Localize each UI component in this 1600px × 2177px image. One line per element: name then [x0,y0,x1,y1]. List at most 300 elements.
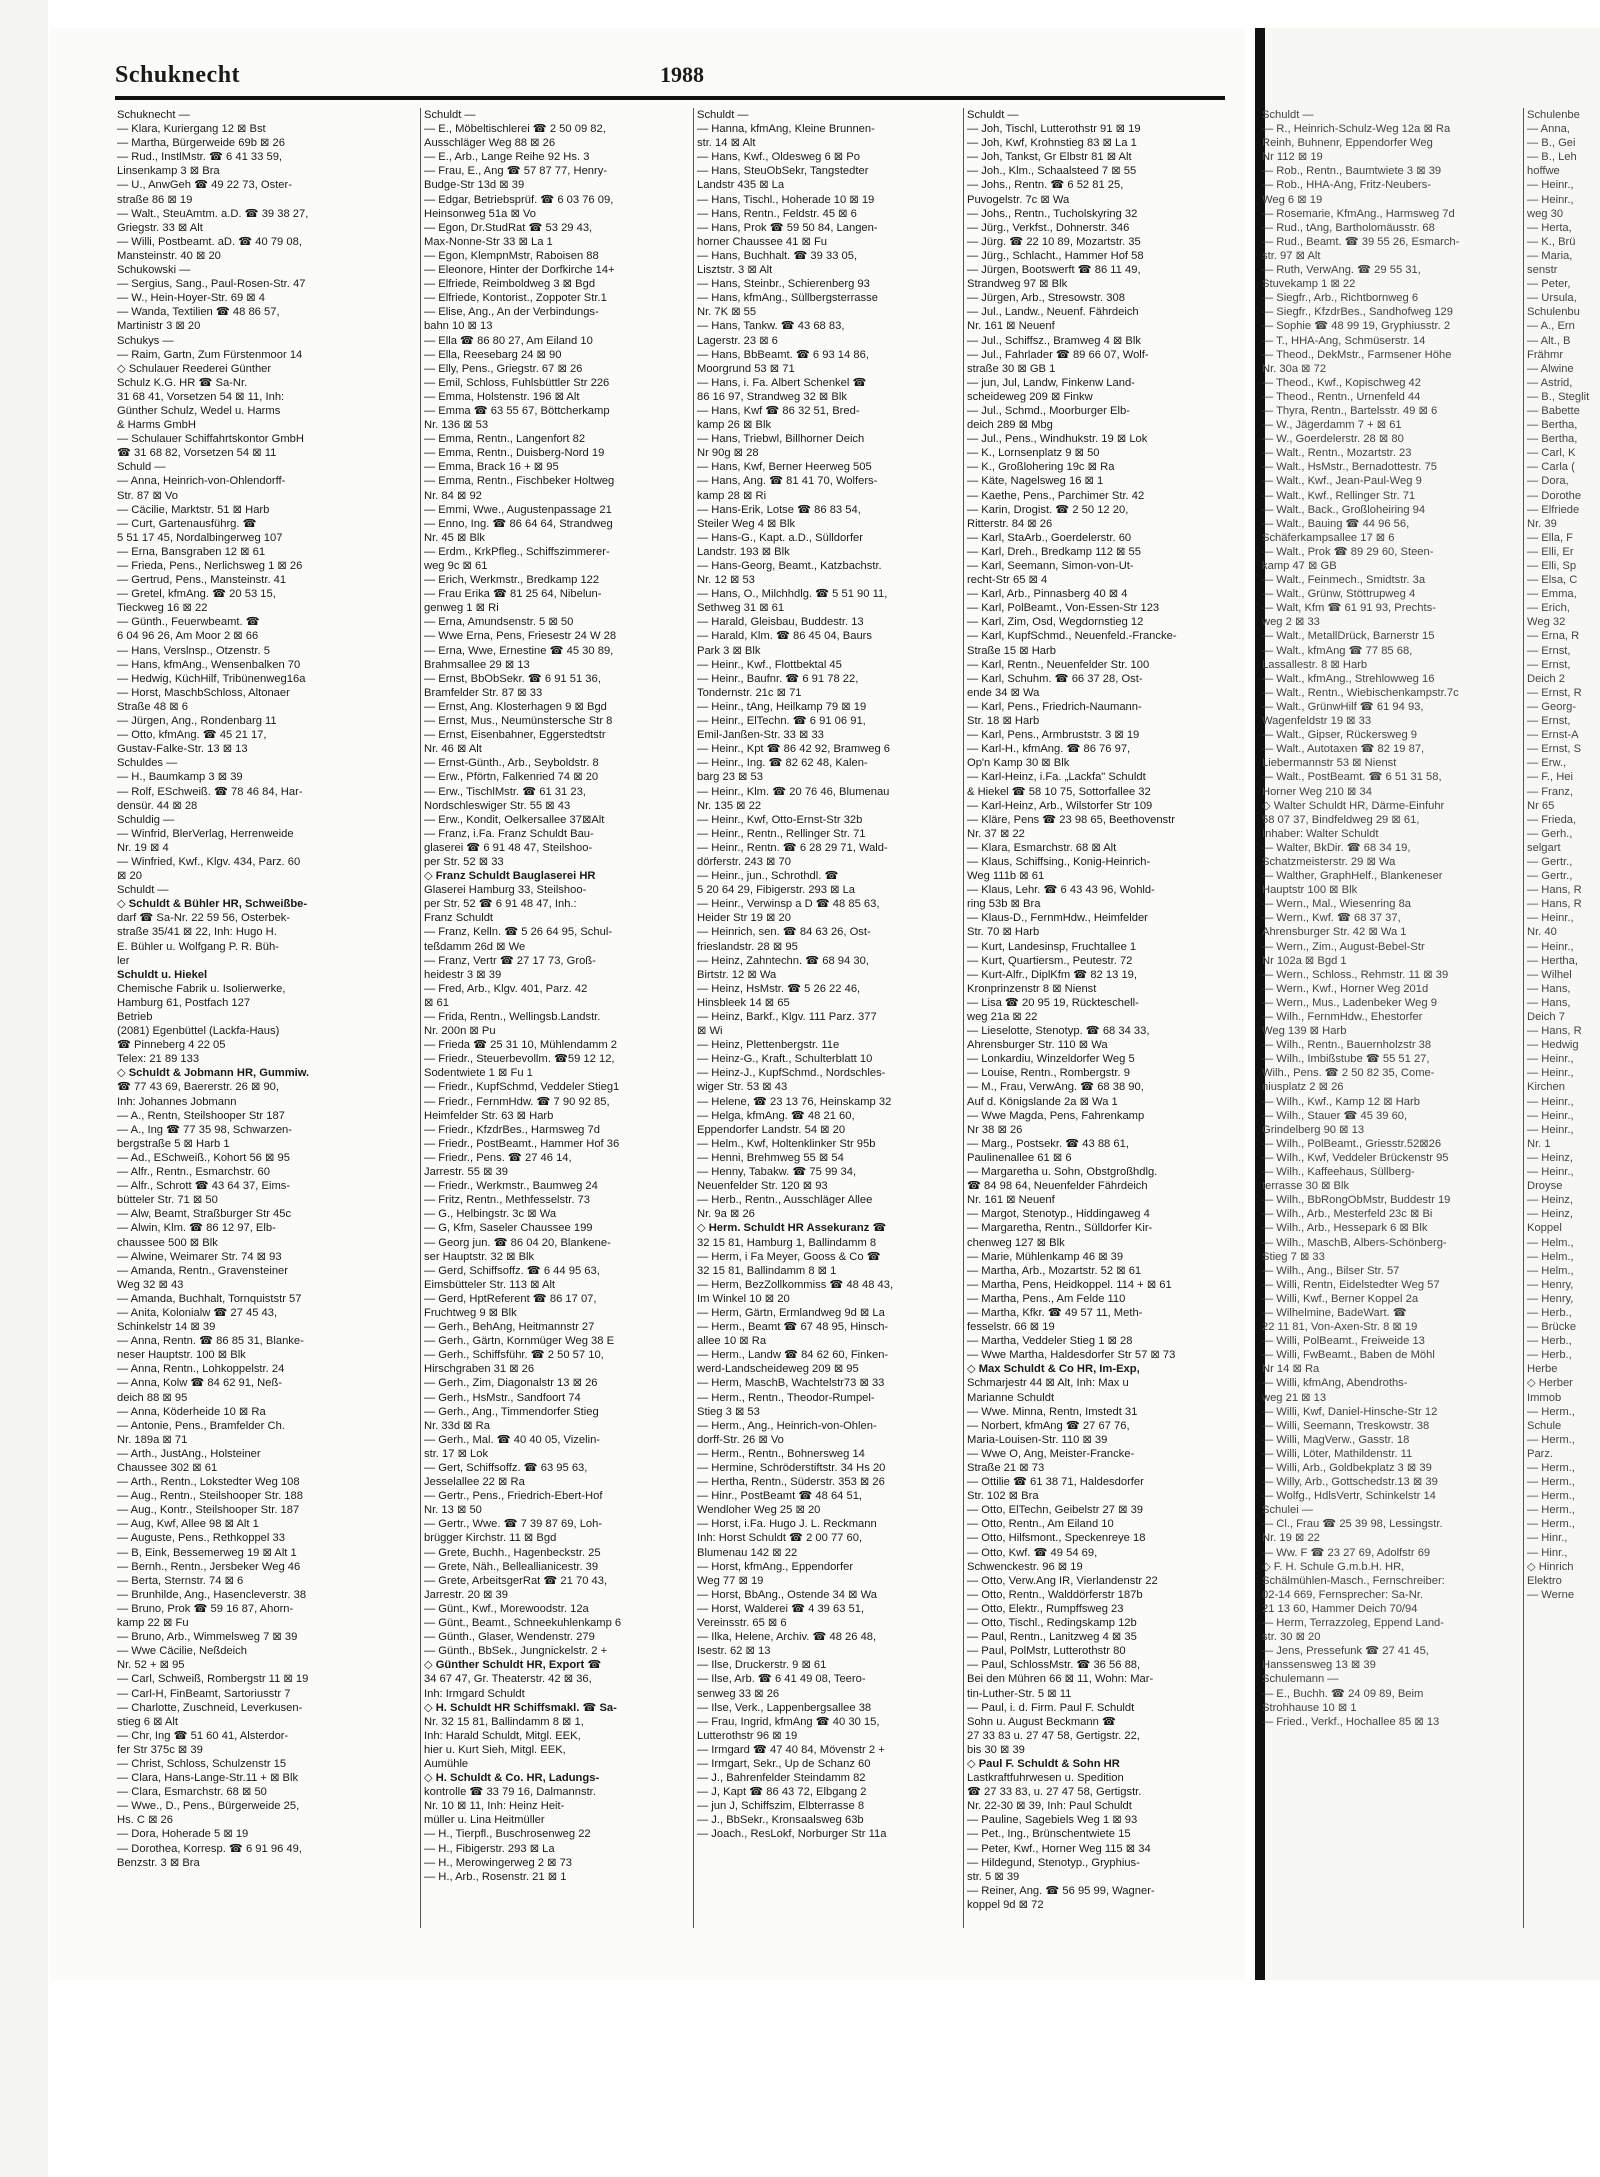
directory-entry-line: — Walt., Grünw, Stöttrupweg 4 [1262,588,1416,601]
directory-entry-line: — Anna, [1527,123,1570,136]
directory-entry-line: — Hans-Erik, Lotse ☎ 86 83 54, [697,503,861,516]
directory-entry-line: — Walt., Kwf., Rellinger Str. 71 [1262,489,1416,502]
directory-entry-line: teßdamm 26d ⊠ We [424,940,526,953]
directory-entry-line: Jarrestr. 55 ⊠ 39 [424,1166,508,1179]
directory-entry-line: Nr. 200n ⊠ Pu [424,1025,496,1038]
directory-entry-line: — Antonie, Pens., Bramfelder Ch. [117,1419,285,1432]
directory-entry-line: — Heinr., Rentn. ☎ 6 28 29 71, Wald- [697,841,888,854]
directory-entry-line: — Martha, Bürgerweide 69b ⊠ 26 [117,137,285,150]
directory-entry-line: — Hans, Ang. ☎ 81 41 70, Wolfers- [697,475,878,488]
directory-entry-line: — Harald, Klm. ☎ 86 45 04, Baurs [697,630,872,643]
directory-entry-line: — Helene, ☎ 23 13 76, Heinskamp 32 [697,1095,892,1108]
directory-entry-line: — T., HHA-Ang, Schmüserstr. 14 [1262,334,1426,347]
directory-entry-line: — Emma, Rentn., Fischbeker Holtweg [424,475,615,488]
directory-entry-line: — Carl, K [1527,447,1576,460]
directory-entry-line: — Ernst, BbObSekr. ☎ 6 91 51 36, [424,672,601,685]
directory-entry-line: — Heinr., [1527,1166,1574,1179]
directory-entry-line: Neuenfelder Str. 120 ⊠ 93 [697,1180,828,1193]
directory-entry-line: — Dorothea, Korresp. ☎ 6 91 96 49, [117,1842,302,1855]
directory-entry-line: ◇ Herber [1527,1377,1573,1390]
directory-entry-line: — Martha, Kfkr. ☎ 49 57 11, Meth- [967,1306,1143,1319]
directory-entry-line: Horner Weg 210 ⊠ 34 [1262,785,1372,798]
directory-entry-line: Moorgrund 53 ⊠ 71 [697,362,795,375]
directory-entry-line: — Emma ☎ 63 55 67, Böttcherkamp [424,404,610,417]
directory-entry-line: — Wilh., Kwf, Veddeler Brückenstr 95 [1262,1151,1449,1164]
directory-entry-line: — Herm, i Fa Meyer, Gooss & Co ☎ [697,1250,881,1263]
directory-entry-line: wiger Str. 53 ⊠ 43 [697,1081,788,1094]
directory-entry-line: — Hans, SteuObSekr, Tangstedter [697,165,869,178]
directory-entry-line: — Wwe Magda, Pens, Fahrenkamp [967,1109,1145,1122]
facing-column-2 [1527,108,1600,1938]
directory-entry-line: straße 35/41 ⊠ 22, Inh: Hugo H. [117,926,277,939]
directory-entry-line: densür. 44 ⊠ 28 [117,799,198,812]
directory-entry-line: — Grete, Näh., Belleallianicestr. 39 [424,1560,599,1573]
directory-entry-line: — Hermine, Schröderstiftstr. 34 Hs 20 [697,1462,886,1474]
directory-entry-line: — W., Jägerdamm 7 + ⊠ 61 [1262,419,1402,432]
directory-entry-line: — Kurt, Quartiersm., Peutestr. 72 [967,954,1133,967]
directory-entry-line: weg 21a ⊠ 22 [967,1011,1038,1023]
directory-entry-line: Schinkelstr 14 ⊠ 39 [117,1321,216,1334]
directory-entry-line: — Herm, BezZollkommiss ☎ 48 48 43, [697,1278,894,1291]
directory-entry-line: — Heinr., jun., Schrothdl. ☎ [697,870,839,883]
directory-entry-line: Inh: Harald Schuldt, Mitgl. EEK, [424,1729,581,1742]
directory-entry-line: — Willi, Kwf., Berner Koppel 2a [1262,1292,1419,1305]
directory-entry-line: Schuldt — [424,109,476,121]
directory-entry-line: — Lonkardiu, Winzeldorfer Weg 5 [967,1053,1135,1066]
directory-entry-line: — Carl, Schweiß, Rombergstr 11 ⊠ 19 [117,1673,309,1686]
directory-entry-line: — Bertha, [1527,419,1578,432]
directory-entry-line: Schukys — [117,334,174,347]
directory-entry-line: — jun, Jul, Landw, Finkenw Land- [967,376,1135,389]
directory-entry-line: — jun J, Schiffszim, Elbterrasse 8 [697,1800,865,1813]
directory-entry-line: 34 67 47, Gr. Theaterstr. 42 ⊠ 36, [424,1673,592,1686]
directory-entry-line: — Hans, Kwf, Berner Heerweg 505 [697,461,872,474]
directory-entry-line: Wagenfeldstr 19 ⊠ 33 [1262,715,1372,728]
directory-entry-line: — A., Rentn, Steilshooper Str 187 [117,1109,285,1122]
directory-entry-line: Schälmühlen-Masch., Fernschreiber: [1262,1574,1445,1587]
directory-entry-line: — Heinr., [1527,1109,1574,1122]
directory-entry-line: Nr 102a ⊠ Bgd 1 [1262,954,1347,967]
directory-entry-line: — Gertr., [1527,870,1573,883]
directory-entry-line: — Walther, GraphHelf., Blankeneser [1262,870,1443,883]
directory-entry-line: — Jul., Landw., Neuenf. Fährdeich [967,306,1139,319]
directory-entry-line: koppel 9d ⊠ 72 [967,1898,1044,1911]
directory-entry-line: chenweg 127 ⊠ Blk [967,1236,1065,1249]
directory-entry-line: Inhaber: Walter Schuldt [1262,827,1379,840]
directory-entry-line: — J., BbSekr., Kronsaalsweg 63b [697,1814,864,1827]
directory-entry-line: — Ernst, Mus., Neumünstersche Str 8 [424,715,613,728]
directory-entry-line: Lassallestr. 8 ⊠ Harb [1262,658,1368,671]
directory-entry-line: — Emma, Rentn., Duisberg-Nord 19 [424,447,605,460]
directory-column-2 [424,108,684,1938]
directory-entry-line: — Peter, [1527,278,1571,291]
column-divider [963,108,964,1928]
directory-entry-line: — Hans, R [1527,1025,1582,1038]
directory-entry-line: — E., Möbeltischlerei ☎ 2 50 09 82, [424,123,606,136]
directory-entry-line: — Karl, KupfSchmd., Neuenfeld.-Francke- [967,630,1177,643]
directory-entry-line: — Gerh., Schiffsführ. ☎ 2 50 57 10, [424,1349,604,1362]
directory-entry-line: Tieckweg 16 ⊠ 22 [117,602,208,615]
directory-entry-line: — Wilh., Kwf., Kamp 12 ⊠ Harb [1262,1095,1420,1108]
directory-entry-line: — Johs., Rentn., Tucholskyring 32 [967,207,1138,220]
directory-entry-line: — Heinr., Baufnr. ☎ 6 91 78 22, [697,672,859,685]
directory-entry-line: — Alfr., Rentn., Esmarchstr. 60 [117,1166,270,1179]
directory-entry-line: straße 86 ⊠ 19 [117,193,193,206]
directory-entry-line: — Paul, SchlossMstr. ☎ 36 56 88, [967,1659,1141,1672]
directory-entry-line: — Horst, Walderei ☎ 4 39 63 51, [697,1602,865,1615]
directory-entry-line: — Wwe., D., Pens., Bürgerweide 25, [117,1800,300,1813]
directory-entry-line: Schatzmeisterstr. 29 ⊠ Wa [1262,855,1396,868]
directory-entry-line: — Joh, Tischl, Lutterothstr 91 ⊠ 19 [967,123,1141,136]
directory-entry-line: — Rosemarie, KfmAng., Harmsweg 7d [1262,207,1455,220]
directory-entry-line: 86 16 97, Strandweg 32 ⊠ Blk [697,390,847,403]
directory-entry-line: ◇ Max Schuldt & Co HR, Im-Exp, [967,1363,1140,1376]
directory-entry-line: — Heinr., [1527,912,1574,925]
directory-entry-line: — Wwe. Minna, Rentn, Imstedt 31 [967,1405,1138,1418]
directory-entry-line: hier u. Kurt Sieh, Mitgl. EEK, [424,1743,566,1756]
directory-entry-line: — Thyra, Rentn., Bartelsstr. 49 ⊠ 6 [1262,404,1438,417]
directory-entry-line: Liebermannstr 53 ⊠ Nienst [1262,757,1397,770]
directory-entry-line: — Hedwig, KüchHilf, Tribünenweg16a [117,672,306,685]
directory-entry-line: ring 53b ⊠ Bra [967,898,1041,911]
directory-entry-line: — Walt., PostBeamt. ☎ 6 51 31 58, [1262,771,1442,784]
directory-entry-line: — Anna, Heinrich-von-Ohlendorff- [117,475,286,488]
directory-entry-line: barg 23 ⊠ 53 [697,771,763,784]
directory-entry-line: Lagerstr. 23 ⊠ 6 [697,334,778,347]
directory-entry-line: deich 88 ⊠ 95 [117,1391,188,1404]
directory-entry-line: — Karl, Rentn., Neuenfelder Str. 100 [967,658,1150,671]
directory-entry-line: Deich 2 [1527,672,1565,685]
directory-entry-line: — Heinr., Verwinsp a D ☎ 48 85 63, [697,898,880,911]
directory-entry-line: Nr. 19 ⊠ 4 [117,841,169,854]
directory-entry-line: — Horst, i.Fa. Hugo J. L. Reckmann [697,1518,877,1531]
directory-entry-line: Nr. 10 ⊠ 11, Inh: Heinz Heit- [424,1800,565,1813]
directory-entry-line: — Norbert, kfmAng ☎ 27 67 76, [967,1419,1130,1432]
directory-entry-line: — Rob., Rentn., Baumtwiete 3 ⊠ 39 [1262,165,1442,178]
directory-entry-line: terrasse 30 ⊠ Blk [1262,1180,1350,1193]
directory-entry-line: — Hans, BbBeamt. ☎ 6 93 14 86, [697,348,869,361]
directory-entry-line: — Herm., Landw ☎ 84 62 60, Finken- [697,1349,889,1362]
directory-entry-line: weg 30 [1527,207,1564,220]
directory-entry-line: — Heinrich, sen. ☎ 84 63 26, Ost- [697,926,871,939]
directory-entry-line: — Karl, Pens., Friedrich-Naumann- [967,700,1142,713]
directory-entry-line: Martinistr 3 ⊠ 20 [117,320,201,333]
directory-entry-line: — Jürg. ☎ 22 10 89, Mozartstr. 35 [967,235,1141,248]
directory-entry-line: — Heinz, [1527,1194,1574,1207]
directory-entry-line: — Wilh., FernmHdw., Ehestorfer [1262,1011,1423,1023]
directory-entry-line: — Friedr., KupfSchmd, Veddeler Stieg1 [424,1081,620,1094]
directory-entry-line: Stieg 7 ⊠ 33 [1262,1250,1325,1263]
directory-entry-line: — Brücke [1527,1321,1577,1334]
directory-entry-line: dörferstr. 243 ⊠ 70 [697,855,791,868]
directory-entry-line: — Walt, Kfm ☎ 61 91 93, Prechts- [1262,602,1436,615]
directory-entry-line: — Helm., [1527,1250,1574,1263]
directory-entry-line: — U., AnwGeh ☎ 49 22 73, Oster- [117,179,292,192]
directory-entry-line: Aumühle [424,1757,469,1770]
directory-entry-line: Frähmr [1527,348,1564,361]
directory-entry-line: — Erw., Pförtn, Falkenried 74 ⊠ 20 [424,771,599,784]
directory-entry-line: — Erdm., KrkPfleg., Schiffszimmerer- [424,545,610,558]
directory-entry-line: — Dora, Hoherade 5 ⊠ 19 [117,1828,249,1841]
directory-entry-line: Hinsbleek 14 ⊠ 65 [697,996,790,1009]
directory-entry-line: Schulei — [1262,1504,1313,1517]
directory-entry-line: — Paul, Rentn., Lanitzweg 4 ⊠ 35 [967,1631,1137,1644]
directory-entry-line: — Herm., [1527,1476,1575,1489]
directory-entry-line: — Lisa ☎ 20 95 19, Rückteschell- [967,996,1139,1009]
directory-entry-line: — Johs., Rentn. ☎ 6 52 81 25, [967,179,1124,192]
directory-entry-line: — Herm., Beamt ☎ 67 48 95, Hinsch- [697,1321,889,1334]
directory-entry-line: str. 5 ⊠ 39 [967,1870,1020,1883]
directory-entry-line: — Carl-H, FinBeamt, Sartoriusstr 7 [117,1687,291,1700]
directory-entry-line: 58 07 37, Bindfeldweg 29 ⊠ 61, [1262,813,1420,826]
directory-entry-line: — Hans, [1527,996,1571,1009]
directory-entry-line: — Bruno, Prok ☎ 59 16 87, Ahorn- [117,1602,294,1615]
directory-entry-line: darf ☎ Sa-Nr. 22 59 56, Osterbek- [117,912,291,925]
directory-entry-line: Ahrensburger Str. 110 ⊠ Wa [967,1039,1108,1052]
directory-entry-line: Schuld — [117,461,166,474]
directory-entry-line: Gustav-Falke-Str. 13 ⊠ 13 [117,743,248,756]
directory-entry-line: Park 3 ⊠ Blk [697,644,761,657]
directory-entry-line: Nr. 1 [1527,1137,1551,1150]
directory-entry-line: ◇ Hinrich [1527,1560,1574,1573]
directory-entry-line: — Martha, Pens, Heidkoppel. 114 + ⊠ 61 [967,1278,1172,1291]
directory-entry-line: — Wilhel [1527,968,1572,981]
column-divider [1523,108,1524,1928]
directory-entry-line: — Otto, Tischl., Redingskamp 12b [967,1617,1137,1630]
directory-entry-line: — Ruth, VerwAng. ☎ 29 55 31, [1262,264,1421,277]
directory-entry-line: — Hans, kfmAng., Süllbergsterrasse [697,292,878,305]
directory-entry-line: — Amanda, Buchhalt, Tornquiststr 57 [117,1292,302,1305]
directory-entry-line: — Karl, StaArb., Goerdelerstr. 60 [967,531,1132,544]
directory-entry-line: — Grete, ArbeitsgerRat ☎ 21 70 43, [424,1574,608,1587]
directory-entry-line: — Chr, Ing ☎ 51 60 41, Alsterdor- [117,1729,289,1742]
directory-entry-line: — Martha, Arb., Mozartstr. 52 ⊠ 61 [967,1264,1142,1277]
directory-entry-line: — Elly, Pens., Griegstr. 67 ⊠ 26 [424,362,583,375]
directory-entry-line: ☎ Pinneberg 4 22 05 [117,1039,226,1052]
directory-entry-line: — Günth., Glaser, Wendenstr. 279 [424,1631,595,1644]
directory-entry-line: — Franz, [1527,785,1574,798]
directory-entry-line: Hauptstr 100 ⊠ Blk [1262,884,1358,897]
directory-entry-line: str. 17 ⊠ Lok [424,1447,489,1460]
directory-entry-line: — Egon, Dr.StudRat ☎ 53 29 43, [424,221,593,234]
directory-entry-line: — Otto, Verw.Ang IR, Vierlandenstr 22 [967,1574,1158,1587]
directory-entry-line: — Kurt-Alfr., DiplKfm ☎ 82 13 19, [967,968,1137,981]
directory-entry-line: — H., Fibigerstr. 293 ⊠ La [424,1842,555,1855]
directory-entry-line: — A., Ern [1527,320,1575,333]
directory-entry-line: — Erna, Bansgraben 12 ⊠ 61 [117,545,266,558]
directory-entry-line: — Friedr., PostBeamt., Hammer Hof 36 [424,1137,620,1150]
directory-entry-line: — Walt., Kwf., Jean-Paul-Weg 9 [1262,475,1422,488]
directory-entry-line: glaserei ☎ 6 91 48 47, Steilshoo- [424,841,593,854]
directory-entry-line: brügger Kirchstr. 11 ⊠ Bgd [424,1532,557,1545]
directory-entry-line: str. 14 ⊠ Alt [697,137,756,150]
directory-entry-line: — Alwine [1527,362,1574,375]
directory-entry-line: — G., Helbingstr. 3c ⊠ Wa [424,1208,557,1221]
directory-entry-line: — K., Lornsenplatz 9 ⊠ 50 [967,447,1100,460]
directory-entry-line: — Hans, Tischl., Hoherade 10 ⊠ 19 [697,193,875,206]
directory-entry-line: — Heinr., [1527,193,1574,206]
directory-entry-line: — Auguste, Pens., Rethkoppel 33 [117,1532,285,1545]
directory-entry-line: — Herm., [1527,1405,1575,1418]
directory-entry-line: E. Bühler u. Wolfgang P. R. Büh- [117,940,279,953]
directory-entry-line: bergstraße 5 ⊠ Harb 1 [117,1137,230,1150]
directory-entry-line: — Gerh., Zim, Diagonalstr 13 ⊠ 26 [424,1377,598,1390]
directory-entry-line: — Georg jun. ☎ 86 04 20, Blankene- [424,1236,611,1249]
directory-entry-line: — Willi, Seemann, Treskowstr. 38 [1262,1419,1430,1432]
directory-entry-line: Schuknecht — [117,109,190,121]
directory-entry-line: — Sophie ☎ 48 99 19, Gryphiusstr. 2 [1262,320,1451,333]
directory-entry-line: Hs. C ⊠ 26 [117,1814,174,1827]
directory-entry-line: — Alt., B [1527,334,1571,347]
directory-entry-line: Im Winkel 10 ⊠ 20 [697,1292,790,1305]
directory-entry-line: Parz. [1527,1447,1554,1460]
directory-entry-line: — Wwe O, Ang, Meister-Francke- [967,1447,1135,1460]
directory-entry-line: — Margaretha u. Sohn, Obstgroßhdlg. [967,1166,1158,1179]
directory-entry-line: Elektro [1527,1574,1562,1587]
directory-entry-line: heidestr 3 ⊠ 39 [424,968,502,981]
directory-entry-line: Nr 90g ⊠ 28 [697,447,759,460]
directory-entry-line: kamp 22 ⊠ Fu [117,1617,189,1630]
directory-entry-line: — Frau, E., Ang ☎ 57 87 77, Henry- [424,165,608,178]
directory-entry-line: ☎ 77 43 69, Baererstr. 26 ⊠ 90, [117,1081,279,1094]
directory-entry-line: — Gretel, kfmAng. ☎ 20 53 15, [117,588,276,601]
directory-entry-line: — Dorothe [1527,489,1582,502]
directory-entry-line: Inh: Johannes Jobmann [117,1095,237,1108]
directory-entry-line: — Elli, Sp [1527,560,1577,572]
directory-entry-line: — Elli, Er [1527,545,1574,558]
directory-entry-line: Straße 21 ⊠ 73 [967,1462,1045,1474]
directory-entry-line: chaussee 500 ⊠ Blk [117,1236,218,1249]
directory-entry-line: Nr. 22-30 ⊠ 39, Inh: Paul Schuldt [967,1800,1132,1813]
directory-entry-line: senweg 33 ⊠ 26 [697,1687,780,1700]
directory-entry-line: — Schulauer Schiffahrtskontor GmbH [117,433,304,446]
directory-entry-line: — Wilh., Stauer ☎ 45 39 60, [1262,1109,1408,1122]
directory-entry-line: Franz Schuldt [424,912,494,925]
directory-entry-line: — Gerd, Schiffsoffz. ☎ 6 44 95 63, [424,1264,600,1277]
directory-entry-line: Weg 77 ⊠ 19 [697,1574,764,1587]
directory-entry-line: Schulenbe [1527,109,1580,121]
directory-entry-line: — Jürg., Schlacht., Hammer Hof 58 [967,249,1144,262]
directory-entry-line: — Wwe Erna, Pens, Friesestr 24 W 28 [424,630,617,643]
directory-entry-line: & Harms GmbH [117,419,196,432]
directory-entry-line: Brahmsallee 29 ⊠ 13 [424,658,530,671]
directory-entry-line: 5 51 17 45, Nordalbingerweg 107 [117,531,283,544]
directory-entry-line: horner Chaussee 41 ⊠ Fu [697,235,828,248]
directory-entry-line: 22 11 81, Von-Axen-Str. 8 ⊠ 19 [1262,1321,1418,1334]
directory-entry-line: — Rolf, ESchweiß. ☎ 78 46 84, Har- [117,785,303,798]
directory-entry-line: — Willi, Kwf, Daniel-Hinsche-Str 12 [1262,1405,1438,1418]
directory-entry-line: 32 15 81, Hamburg 1, Ballindamm 8 [697,1236,877,1249]
directory-entry-line: Heinsonweg 51a ⊠ Vo [424,207,536,220]
directory-entry-line: Op'n Kamp 30 ⊠ Blk [967,757,1070,770]
directory-entry-line: — Herm., Rentn., Theodor-Rumpel- [697,1391,875,1404]
directory-entry-line: — Irmgart, Sekr., Up de Schanz 60 [697,1757,871,1770]
directory-entry-line: Schule [1527,1419,1562,1432]
directory-entry-line: — Helga, kfmAng. ☎ 48 21 60, [697,1109,855,1122]
directory-entry-line: — Klara, Esmarchstr. 68 ⊠ Alt [967,841,1117,854]
directory-entry-line: — Hertha, Rentn., Süderstr. 353 ⊠ 26 [697,1476,885,1489]
directory-entry-line: Nr. 30a ⊠ 72 [1262,362,1327,375]
directory-entry-line: — Walt., Autotaxen ☎ 82 19 87, [1262,743,1425,756]
directory-entry-line: — Wilh., PolBeamt., Griesstr.52⊠26 [1262,1137,1442,1150]
directory-entry-line: — Joh, Tankst, Gr Elbstr 81 ⊠ Alt [967,151,1132,164]
directory-entry-line: — Gertr., Wwe. ☎ 7 39 87 69, Loh- [424,1518,603,1531]
directory-entry-line: — Clara, Esmarchstr. 68 ⊠ 50 [117,1786,267,1799]
directory-entry-line: — Ernst, S [1527,743,1582,756]
directory-entry-line: Nr. 52 + ⊠ 95 [117,1659,185,1672]
directory-entry-line: Immob [1527,1391,1562,1404]
directory-entry-line: Nr. 32 15 81, Ballindamm 8 ⊠ 1, [424,1715,584,1728]
directory-entry-line: müller u. Lina Heitmüller [424,1814,545,1827]
column-divider [420,108,421,1928]
directory-entry-line: — Ella, F [1527,531,1574,544]
directory-entry-line: — Heinz, [1527,1208,1574,1221]
directory-entry-line: Heimfelder Str. 63 ⊠ Harb [424,1109,554,1122]
directory-entry-line: — W., Hein-Hoyer-Str. 69 ⊠ 4 [117,292,266,305]
directory-entry-line: — Karl, Zim, Osd, Wegdornstieg 12 [967,616,1144,629]
directory-entry-line: — Walt., Bauing ☎ 44 96 56, [1262,517,1410,530]
directory-entry-line: — Erw., Kondit, Oelkersallee 37⊠Alt [424,813,605,826]
directory-entry-line: — Karl, Pens., Armbruststr. 3 ⊠ 19 [967,729,1140,742]
directory-entry-line: — Ilse, Arb. ☎ 6 41 49 08, Teero- [697,1673,866,1686]
directory-entry-line: — Ernst, R [1527,686,1582,699]
directory-entry-line: — Heinr., [1527,1067,1574,1080]
directory-entry-line: — Fried., Verkf., Hochallee 85 ⊠ 13 [1262,1715,1440,1728]
directory-entry-line: werd-Landscheideweg 209 ⊠ 95 [697,1363,859,1376]
directory-entry-line: — J., Bahrenfelder Steindamm 82 [697,1772,866,1785]
directory-entry-line: — B, Eink, Bessemerweg 19 ⊠ Alt 1 [117,1546,297,1559]
directory-entry-line: — Elsa, C [1527,574,1578,587]
directory-entry-line: ☎ 27 33 83, u. 27 47 58, Gertigstr. [967,1786,1142,1799]
directory-entry-line: — Elfriede, Kontorist., Zoppoter Str.1 [424,292,607,305]
directory-entry-line: Sohn u. August Beckmann ☎ [967,1715,1116,1728]
directory-entry-line: Bramfelder Str. 87 ⊠ 33 [424,686,543,699]
directory-entry-line: — Wilh., Arb., Hessepark 6 ⊠ Blk [1262,1222,1428,1235]
directory-entry-line: weg 2 ⊠ 33 [1262,616,1320,629]
directory-entry-line: Nr. 84 ⊠ 92 [424,489,482,502]
directory-entry-line: — Hans, kfmAng., Wensenbalken 70 [117,658,301,671]
directory-entry-line: — Jürg., Verkfst., Dohnerstr. 346 [967,221,1130,234]
directory-entry-line: — Wern., Kwf. ☎ 68 37 37, [1262,912,1401,925]
directory-entry-line: — Ernst, [1527,658,1571,671]
directory-entry-line: Grindelberg 90 ⊠ 13 [1262,1123,1365,1136]
directory-entry-line: — Pauline, Sagebiels Weg 1 ⊠ 93 [967,1814,1138,1827]
directory-entry-line: — Emmi, Wwe., Augustenpassage 21 [424,503,612,516]
directory-entry-line: — Aug., Kontr., Steilshooper Str. 187 [117,1504,300,1517]
directory-entry-line: — Charlotte, Zuschneid, Leverkusen- [117,1701,303,1714]
directory-entry-line: — Frieda, Pens., Nerlichsweg 1 ⊠ 26 [117,560,303,572]
directory-entry-line: — Heinr., [1527,179,1574,192]
directory-entry-line: Deich 7 [1527,1011,1565,1023]
directory-entry-line: — R., Heinrich-Schulz-Weg 12a ⊠ Ra [1262,123,1451,136]
directory-entry-line: Glaserei Hamburg 33, Steilshoo- [424,884,587,897]
directory-entry-line: ler [117,954,130,967]
directory-entry-line: — Hinr., [1527,1532,1568,1545]
directory-entry-line: — Willi, Rentn, Eidelstedter Weg 57 [1262,1278,1440,1291]
directory-entry-line: — Walt., Back., Großloheiring 94 [1262,503,1426,516]
directory-entry-line: 32 15 81, Ballindamm 8 ⊠ 1 [697,1264,837,1277]
directory-entry-line: — Elise, Ang., An der Verbindungs- [424,306,599,319]
directory-entry-line: Straße 48 ⊠ 6 [117,700,188,713]
directory-entry-line: 31 68 41, Vorsetzen 54 ⊠ 11, Inh: [117,390,285,403]
directory-entry-line: — Otto, Kwf. ☎ 49 54 69, [967,1546,1098,1559]
directory-entry-line: Koppel [1527,1222,1562,1235]
directory-entry-line: — K., Großlohering 19c ⊠ Ra [967,461,1115,474]
directory-entry-line: kamp 26 ⊠ Blk [697,419,772,432]
directory-entry-line: — Jul., Pens., Windhukstr. 19 ⊠ Lok [967,433,1148,446]
directory-entry-line: — Theod., Rentn., Urnenfeld 44 [1262,390,1421,403]
directory-entry-line: — Frau, Ingrid, kfmAng ☎ 40 30 15, [697,1715,880,1728]
